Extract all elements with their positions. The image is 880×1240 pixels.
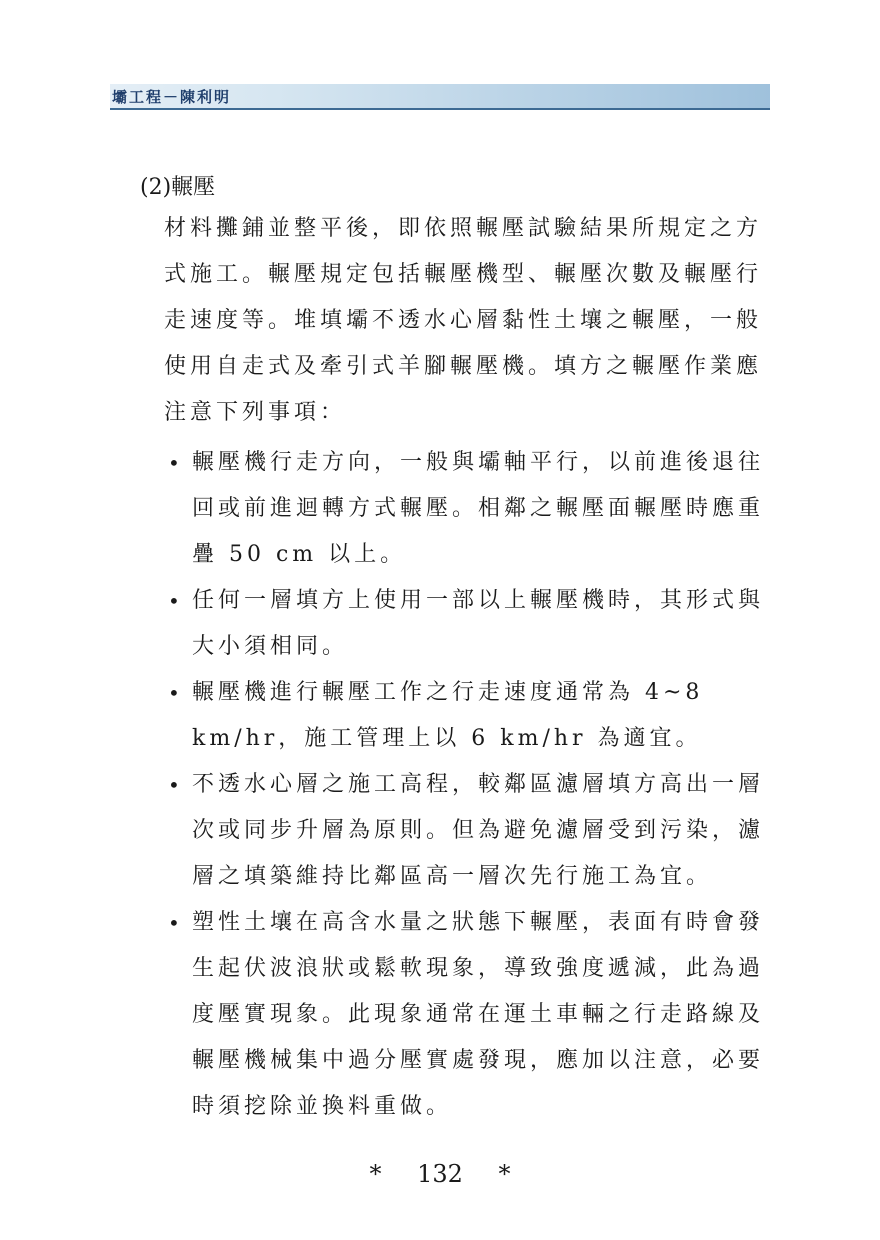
page-footer [0, 1160, 880, 1188]
section-heading: (2)輾壓 [140, 175, 216, 200]
bullet-marker: • [168, 681, 184, 705]
bullet-marker: • [168, 451, 184, 475]
bullet-marker: • [168, 911, 184, 935]
list-item [164, 440, 770, 578]
footer-right-mark: * [498, 1160, 511, 1188]
bullet-marker: • [168, 773, 184, 797]
intro-paragraph: 材料攤鋪並整平後，即依照輾壓試驗結果所規定之方式施工。輾壓規定包括輾壓機型、輾壓次數及輾壓行走速度等。堆填壩不透水心層黏性土壤之輾壓，一般使用自走式及牽引式羊腳輾壓機。填方之輾壓作業應注意下列事項： [164, 216, 763, 425]
list-item [164, 762, 770, 900]
running-header [110, 84, 770, 110]
list-item-text: 不透水心層之施工高程，較鄰區濾層填方高出一層次或同步升層為原則。但為避免濾層受到污染，濾層之填築維持比鄰區高一層次先行施工為宜。 [192, 772, 765, 889]
list-item [164, 900, 770, 1130]
header-title: 壩工程－陳利明 [112, 88, 232, 106]
list-item-text: 輾壓機進行輾壓工作之行走速度通常為 4~8 km/hr，施工管理上以 6 km/hr 為適宜。 [192, 680, 704, 751]
list-item-text: 塑性土壤在高含水量之狀態下輾壓，表面有時會發生起伏波浪狀或鬆軟現象，導致強度遞減，此為過度壓實現象。此現象通常在運土車輛之行走路線及輾壓機械集中過分壓實處發現，應加以注意，必要時須挖除並換料重做。 [192, 910, 765, 1119]
footer-left-mark: * [369, 1160, 382, 1188]
list-item-text: 任何一層填方上使用一部以上輾壓機時，其形式與大小須相同。 [192, 588, 765, 659]
bullet-marker: • [168, 589, 184, 613]
page-number: 132 [417, 1160, 463, 1188]
list-item-text: 輾壓機行走方向，一般與壩軸平行，以前進後退往回或前進迴轉方式輾壓。相鄰之輾壓面輾壓時應重疊 50 cm 以上。 [192, 450, 765, 567]
list-item [164, 578, 770, 670]
list-item [164, 670, 770, 762]
